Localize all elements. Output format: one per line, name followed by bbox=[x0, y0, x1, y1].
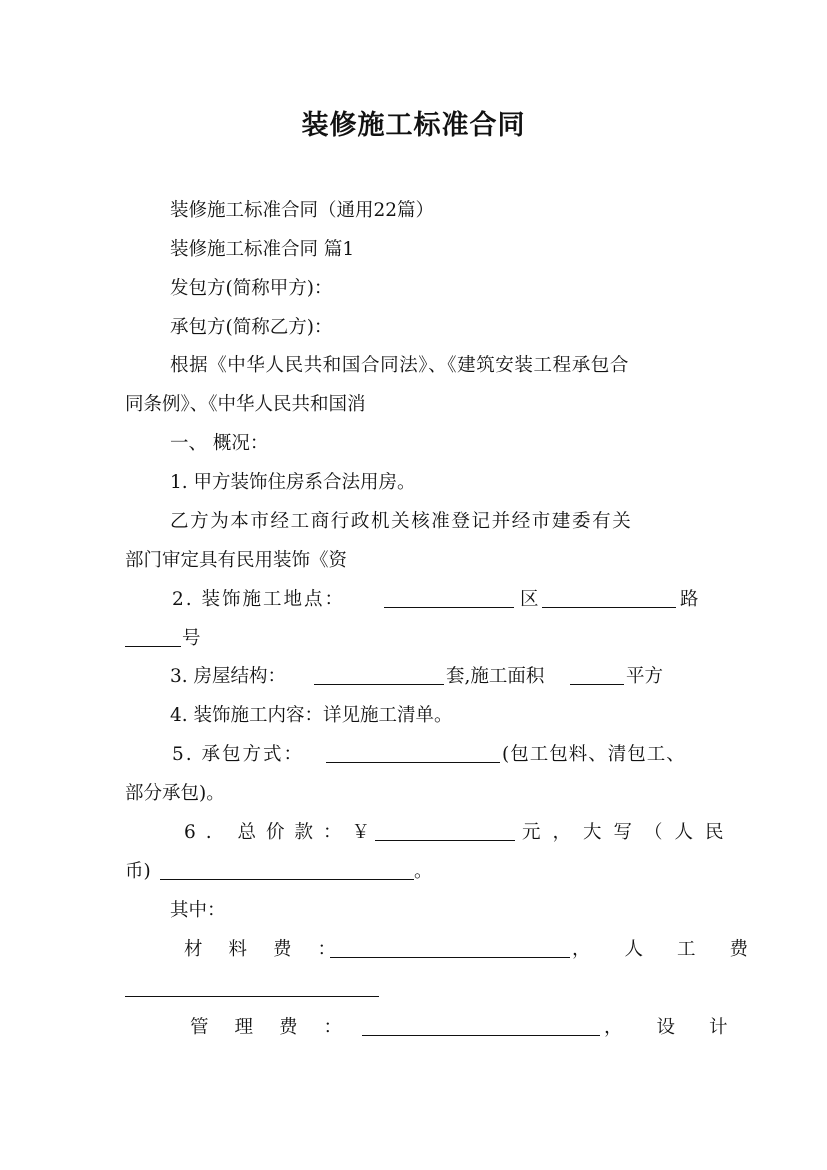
paragraph-line bbox=[0, 779, 827, 809]
number-label: 号 bbox=[182, 628, 201, 649]
square-meter-label: 平方 bbox=[626, 666, 664, 687]
capital-amount-blank[interactable] bbox=[160, 857, 414, 880]
paragraph-line bbox=[0, 857, 827, 887]
clause-5-label: 5. 承包方式： bbox=[172, 744, 305, 765]
document-title: 装修施工标准合同 bbox=[301, 110, 526, 141]
paragraph-line bbox=[0, 624, 827, 654]
management-fee-label: 管理费： bbox=[190, 1017, 369, 1038]
party-b-label: 承包方(简称乙方)： bbox=[170, 317, 333, 338]
district-blank[interactable] bbox=[542, 585, 676, 608]
labor-fee-label: ，人工费 bbox=[572, 939, 783, 960]
overview-heading: 一、 概况： bbox=[170, 433, 269, 454]
management-fee-blank[interactable] bbox=[362, 1013, 600, 1036]
address-blank[interactable] bbox=[384, 585, 514, 608]
road-label: 路 bbox=[680, 589, 699, 610]
party-a-label: 发包方(简称甲方)： bbox=[170, 278, 333, 299]
material-fee-label: 材料费： bbox=[184, 939, 363, 960]
paragraph-line bbox=[0, 701, 827, 731]
contractor-qualification: 乙方为本市经工商行政机关核准登记并经市建委有关 bbox=[170, 511, 633, 532]
contract-subtitle: 装修施工标准合同（通用22篇） bbox=[170, 200, 435, 221]
capital-amount-label: 元，大写（人民 bbox=[522, 822, 736, 843]
paragraph-line bbox=[0, 429, 827, 459]
number-blank[interactable] bbox=[125, 624, 181, 647]
clause-1: 1. 甲方装饰住房系合法用房。 bbox=[170, 472, 416, 493]
legal-basis-text-cont: 同条例》、《中华人民共和国消 bbox=[125, 394, 366, 415]
area-label: 套,施工面积 bbox=[446, 666, 545, 687]
design-fee-label: ，设计 bbox=[604, 1017, 762, 1038]
paragraph-line bbox=[0, 1013, 827, 1043]
district-label: 区 bbox=[520, 589, 539, 610]
breakdown-label: 其中： bbox=[170, 900, 226, 921]
paragraph-line bbox=[0, 546, 827, 576]
clause-2-label: 2. 装饰施工地点： bbox=[172, 589, 346, 610]
paragraph-line bbox=[0, 468, 827, 498]
clause-4: 4. 装饰施工内容：详见施工清单。 bbox=[170, 705, 453, 726]
labor-fee-blank[interactable] bbox=[125, 974, 379, 997]
paragraph-line bbox=[0, 585, 827, 615]
currency-label: 币) bbox=[125, 861, 151, 882]
paragraph-line bbox=[0, 507, 827, 537]
area-blank[interactable] bbox=[570, 662, 624, 685]
paragraph-line bbox=[0, 390, 827, 420]
paragraph-line bbox=[0, 274, 827, 304]
structure-blank[interactable] bbox=[314, 662, 444, 685]
contract-mode-options: (包工包料、清包工、 bbox=[502, 744, 686, 765]
paragraph-line bbox=[0, 196, 827, 226]
contract-mode-options-cont: 部分承包)。 bbox=[125, 783, 225, 804]
material-fee-blank[interactable] bbox=[330, 935, 570, 958]
contract-mode-blank[interactable] bbox=[326, 740, 500, 763]
paragraph-line bbox=[0, 935, 827, 965]
paragraph-line bbox=[0, 896, 827, 926]
section-heading: 装修施工标准合同 篇1 bbox=[170, 239, 355, 260]
paragraph-line bbox=[0, 662, 827, 692]
period-mark: 。 bbox=[414, 861, 433, 882]
paragraph-line bbox=[0, 740, 827, 770]
clause-6-label: 6. 总价款：￥ bbox=[184, 822, 381, 843]
legal-basis-text: 根据《中华人民共和国合同法》、《建筑安装工程承包合 bbox=[170, 355, 630, 376]
paragraph-line bbox=[0, 974, 827, 1004]
total-price-blank[interactable] bbox=[375, 818, 515, 841]
paragraph-line bbox=[0, 818, 827, 848]
contractor-qualification-cont: 部门审定具有民用装饰《资 bbox=[125, 550, 348, 571]
paragraph-line bbox=[0, 351, 827, 381]
clause-3-label: 3. 房屋结构： bbox=[170, 666, 287, 687]
paragraph-line bbox=[0, 313, 827, 343]
paragraph-line bbox=[0, 235, 827, 265]
